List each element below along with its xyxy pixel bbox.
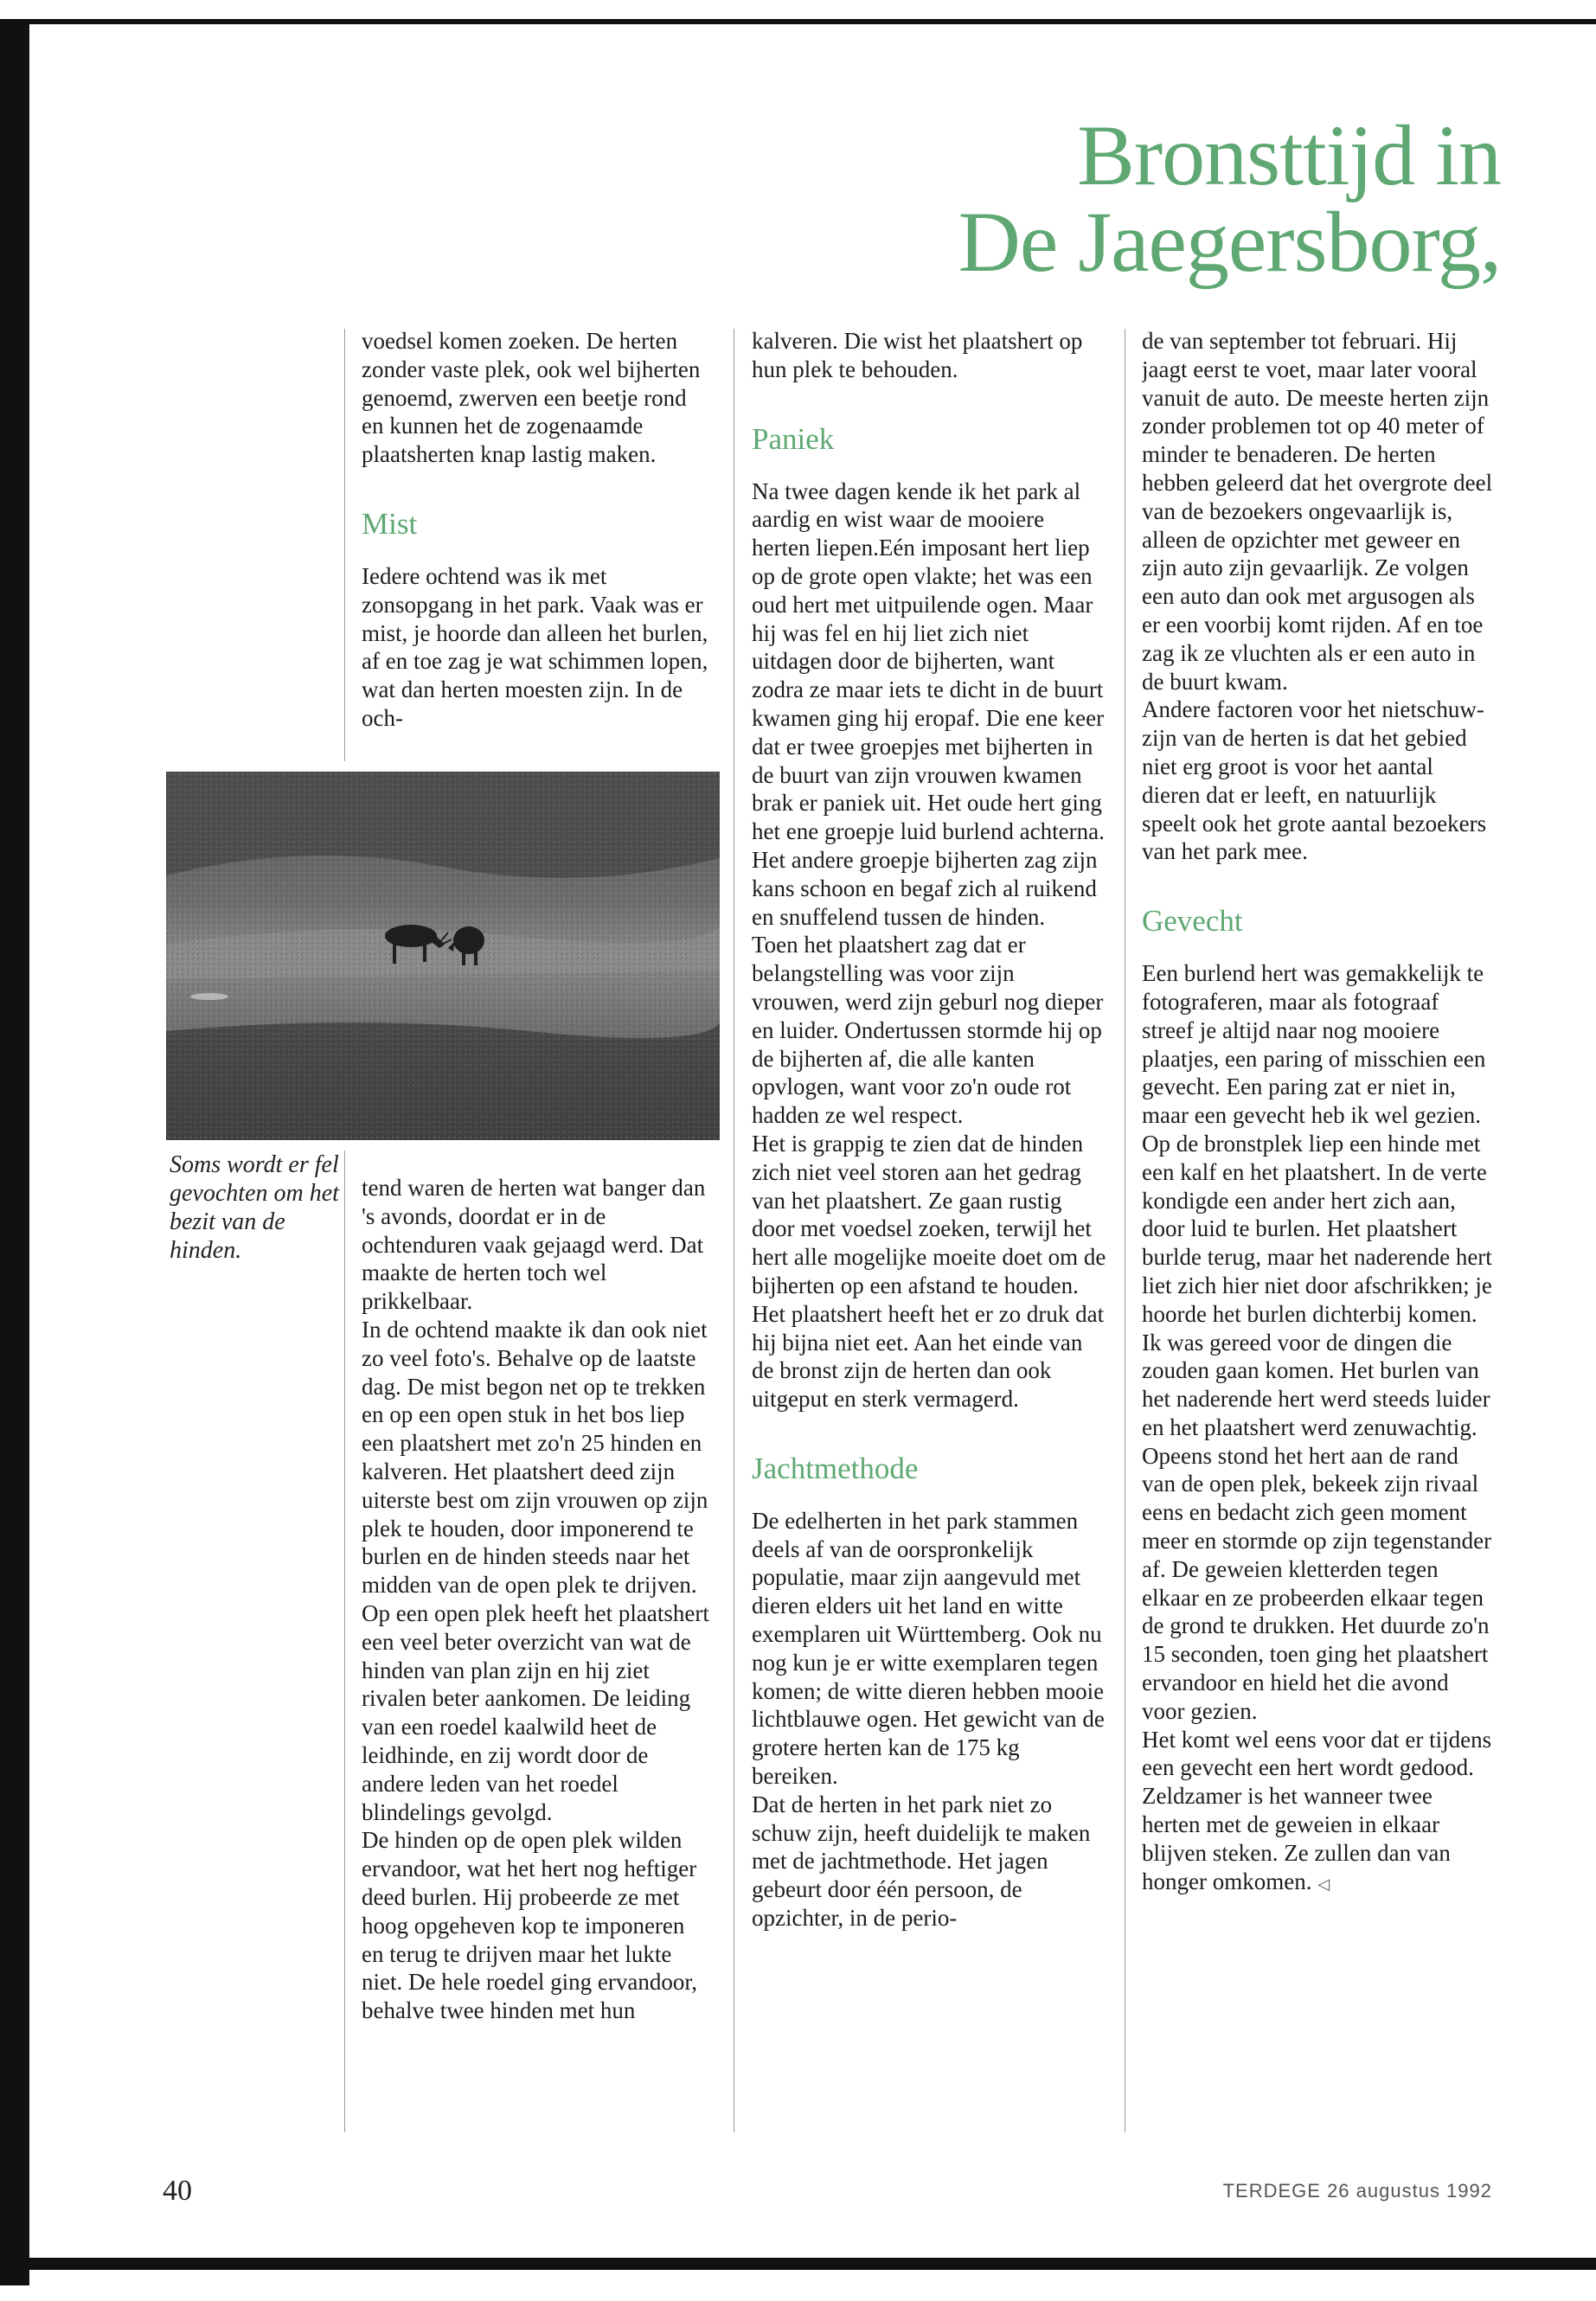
column-rule-1-top (344, 329, 345, 761)
paragraph: Andere factoren voor het nietschuw-zijn van de herten is dat het gebied niet erg groot is voor het aantal dieren dat er leeft, en natuurlijk speelt ook het grote aantal bezoekers van het park mee. (1142, 696, 1487, 865)
page-footer: TERDEGE 26 augustus 1992 (1222, 2180, 1492, 2202)
paragraph: Het is grappig te zien dat de hinden zich niet veel storen aan het gedrag van het plaatshert. Ze gaan rustig door met voedsel zoeken, terwijl het hert alle mogelijke moeite doet om de bijherten op een afstand te houden. Het plaatshert heeft het er zo druk dat hij bijna niet eet. Aan het einde van de bronst zijn de herten dan ook uitgeput en sterk vermagerd. (752, 1130, 1106, 1413)
page-border-left (0, 19, 29, 2285)
title-line-2: De Jaegersborg, (958, 194, 1501, 290)
column-3 (1142, 327, 1497, 2135)
paragraph: de van september tot februari. Hij jaagt eerst te voet, maar later vooral vanuit de auto. De meeste herten zijn zonder problemen tot op 40 meter of minder te benaderen. De herten hebben geleerd dat het overgrote deel van de bezoekers ongevaarlijk is, alleen de opzichter met geweer en zijn auto zijn gevaarlijk. Ze volgen een auto dan ook met argusogen als er een voorbij komt rijden. Af en toe zag ik ze vluchten als er een auto in de buurt kwam. (1142, 328, 1493, 695)
paragraph: tend waren de herten wat banger dan 's avonds, doordat er in de ochtenduren vaak gejaagd werd. Dat maakte de herten toch wel prikkelbaar. (362, 1175, 706, 1315)
heading-gevecht: Gevecht (1142, 904, 1243, 939)
end-mark-icon: ◁ (1317, 1875, 1330, 1893)
paragraph: voedsel komen zoeken. De herten zonder vaste plek, ook wel bijherten genoemd, zwerven een beetje rond en kunnen het de zogenaamde plaatsherten knap lastig maken. (362, 328, 701, 468)
paragraph: Iedere ochtend was ik met zonsopgang in het park. Vaak was er mist, je hoorde dan alleen het burlen, af en toe zag je wat schimmen lopen, wat dan herten moesten zijn. In de och- (362, 562, 708, 731)
paragraph: Na twee dagen kende ik het park al aardig en wist waar de mooiere herten liepen.Eén imposant hert liep op de grote open vlakte; het was een oud hert met uitpuilende ogen. Maar hij was fel en hij liet zich niet uitdagen door de bijherten, want zodra ze maar iets te dicht in de buurt kwamen ging hij eropaf. Die ene keer dat er twee groepjes met bijherten in de buurt van zijn vrouwen kwamen brak er paniek uit. Het oude hert ging het ene groepje luid burlend achterna. Het andere groepje bijherten zag zijn kans schoon en begaf zich al ruikend en snuffelend tussen de hinden. (752, 478, 1105, 930)
column-1-top (362, 327, 712, 760)
paragraph: kalveren. Die wist het plaatshert op hun plek te behouden. (752, 328, 1083, 382)
column-rule-1-bottom (344, 1150, 345, 2132)
heading-paniek: Paniek (752, 421, 835, 456)
column-1-bottom (362, 1174, 712, 2134)
heading-mist: Mist (362, 506, 418, 541)
deer-fight-photo (166, 772, 720, 1140)
column-2 (752, 327, 1106, 2135)
paragraph: Ik was gereed voor de dingen die zouden gaan komen. Het burlen van het naderende hert werd steeds luider en het plaatshert werd zenuwachtig. Opeens stond het hert aan de rand van de open plek, bekeek zijn rivaal eens en bedacht zich geen moment meer en stormde op zijn tegenstander af. De geweien kletterden tegen elkaar en ze probeerden elkaar tegen de grond te drukken. Het duurde zo'n 15 seconden, toen ging het plaatshert ervandoor en hield het die avond voor gezien. (1142, 1329, 1492, 1724)
title-line-1: Bronsttijd in (1077, 107, 1501, 203)
paragraph: In de ochtend maakte ik dan ook niet zo veel foto's. Behalve op de laatste dag. De mist begon net op te trekken en op een open stuk in het bos liep een plaatshert met zo'n 25 hinden en kalveren. Het plaatshert deed zijn uiterste best om zijn vrouwen op zijn plek te houden, door imponerend te burlen en de hinden steeds naar het midden van de open plek te drijven. Op een open plek heeft het plaatshert een veel beter overzicht van wat de hinden van plan zijn en hij ziet rivalen beter aankomen. De leiding van een roedel kaalwild heet de leidhinde, en zij wordt door de andere leden van het roedel blindelings gevolgd. (362, 1316, 709, 1825)
deer-fight-photo-graphic (166, 772, 720, 1140)
article-title (958, 107, 1501, 290)
paragraph: Een burlend hert was gemakkelijk te fotograferen, maar als fotograaf streef je altijd naar nog mooiere plaatjes, een paring of misschien een gevecht. Een paring zat er niet in, maar een gevecht heb ik wel gezien. Op de bronstplek liep een hinde met een kalf en het plaatshert. In de verte kondigde een ander hert zich aan, door luid te burlen. Het plaatshert burlde terug, maar het naderende hert liet zich hier niet door afschrikken; je hoorde het burlen dichterbij komen. (1142, 960, 1492, 1327)
paragraph-text: Het komt wel eens voor dat er tijdens een gevecht een hert wordt gedood. Zeldzamer is het wanneer twee herten met de geweien in elkaar blijven steken. Ze zullen dan van honger omkomen. (1142, 1726, 1492, 1894)
page-number: 40 (163, 2175, 192, 2207)
paragraph: De edelherten in het park stammen deels af van de oorspronkelijk populatie, maar zijn aangevuld met dieren elders uit het land en witte exemplaren uit Württemberg. Ook nu nog kun je er witte exemplaren tegen komen; de witte dieren hebben mooie lichtblauwe ogen. Het gewicht van de grotere herten kan de 175 kg bereiken. (752, 1507, 1105, 1790)
paragraph: De hinden op de open plek wilden ervandoor, wat het hert nog heftiger deed burlen. Hij probeerde ze met hoog opgeheven kop te imponeren en terug te drijven maar het lukte niet. De hele roedel ging ervandoor, behalve twee hinden met hun (362, 1827, 698, 2024)
paragraph-last (1142, 1726, 1497, 1899)
heading-jachtmethode: Jachtmethode (752, 1451, 919, 1485)
page-border-bottom (0, 2258, 1596, 2270)
paragraph: Dat de herten in het park niet zo schuw zijn, heeft duidelijk te maken met de jachtmethode. Het jagen gebeurt door één persoon, de opzichter, in de perio- (752, 1791, 1091, 1932)
page-border-top (0, 19, 1596, 24)
paragraph: Toen het plaatshert zag dat er belangstelling was voor zijn vrouwen, werd zijn geburl nog dieper en luider. Ondertussen stormde hij op de bijherten af, die alle kanten opvlogen, want voor zo'n oude rot hadden ze wel respect. (752, 932, 1104, 1129)
photo-caption: Soms wordt er fel gevochten om het bezit van de hinden. (170, 1151, 339, 1264)
